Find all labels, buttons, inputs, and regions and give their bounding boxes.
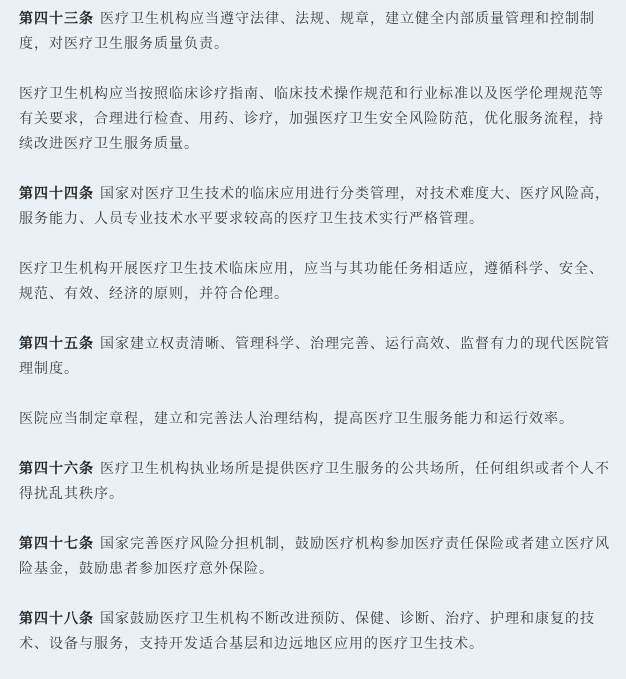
article-number: 第四十八条: [19, 611, 94, 627]
paragraph-text: 国家完善医疗风险分担机制，鼓励医疗机构参加医疗责任保险或者建立医疗风险基金，鼓励患者参加医疗意外保险。: [19, 536, 610, 577]
article-number: 第四十六条: [19, 461, 94, 477]
paragraph-text: 医疗卫生机构开展医疗卫生技术临床应用，应当与其功能任务相适应，遵循科学、安全、规范、有效、经济的原则，并符合伦理。: [19, 261, 604, 302]
paragraph-text: 医疗卫生机构应当按照临床诊疗指南、临床技术操作规范和行业标准以及医学伦理规范等有关要求，合理进行检查、用药、诊疗，加强医疗卫生安全风险防范，优化服务流程，持续改进医疗卫生服务质量。: [19, 86, 604, 152]
paragraph-text: 医疗卫生机构应当遵守法律、法规、规章，建立健全内部质量管理和控制制度，对医疗卫生服务质量负责。: [19, 11, 595, 52]
article-number: 第四十五条: [19, 336, 94, 352]
paragraph-article-47: [19, 532, 611, 582]
paragraph-article-46: [19, 457, 611, 507]
article-number: 第四十七条: [19, 536, 94, 552]
paragraph-44-clause-2: [19, 257, 611, 307]
paragraph-article-45: [19, 332, 611, 382]
paragraph-article-44: [19, 182, 611, 232]
paragraph-article-48: [19, 607, 611, 657]
paragraph-article-43: [19, 7, 611, 57]
article-number: 第四十四条: [19, 186, 94, 202]
paragraph-45-clause-2: [19, 407, 611, 432]
article-number: 第四十三条: [19, 11, 94, 27]
paragraph-text: 国家对医疗卫生技术的临床应用进行分类管理，对技术难度大、医疗风险高，服务能力、人员专业技术水平要求较高的医疗卫生技术实行严格管理。: [19, 186, 610, 227]
paragraph-text: 国家建立权责清晰、管理科学、治理完善、运行高效、监督有力的现代医院管理制度。: [19, 336, 610, 377]
paragraph-text: 医院应当制定章程，建立和完善法人治理结构，提高医疗卫生服务能力和运行效率。: [19, 411, 574, 427]
paragraph-text: 医疗卫生机构执业场所是提供医疗卫生服务的公共场所，任何组织或者个人不得扰乱其秩序。: [19, 461, 610, 502]
paragraph-text: 国家鼓励医疗卫生机构不断改进预防、保健、诊断、治疗、护理和康复的技术、设备与服务，支持开发适合基层和边远地区应用的医疗卫生技术。: [19, 611, 595, 652]
paragraph-43-clause-2: [19, 82, 611, 157]
